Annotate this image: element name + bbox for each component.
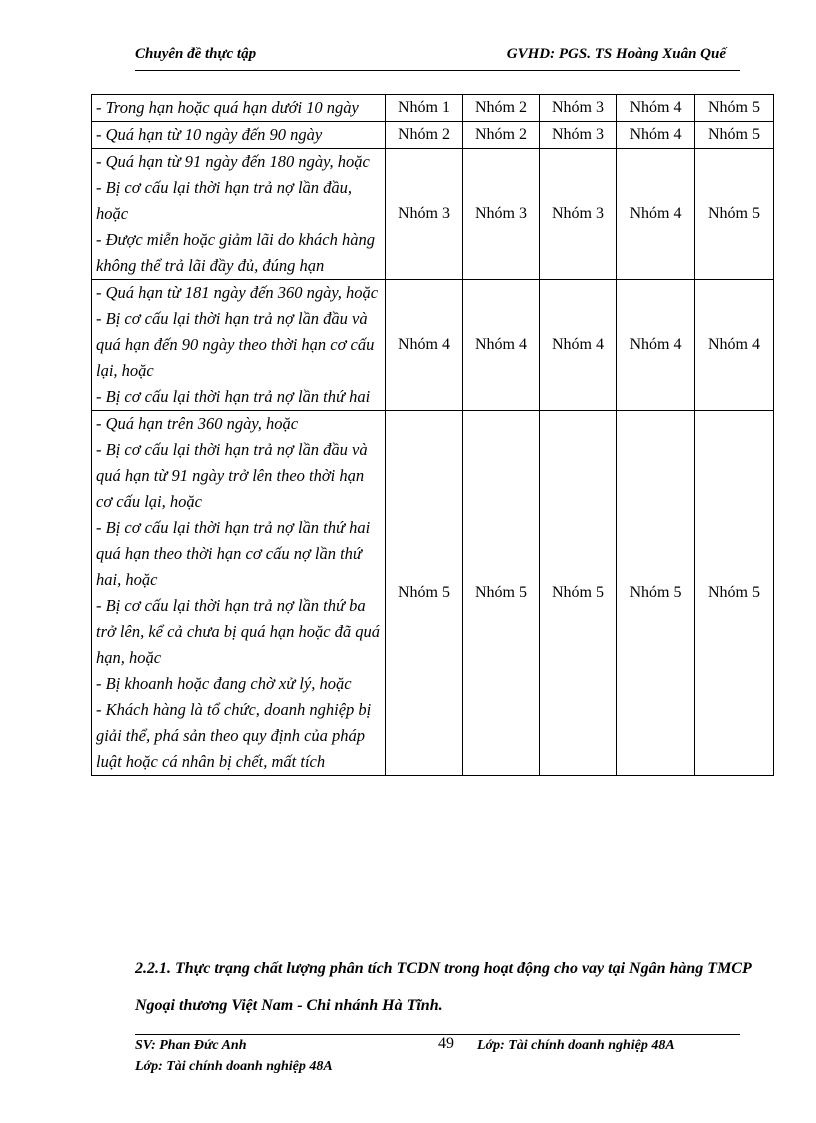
group-cell: Nhóm 5 xyxy=(695,122,774,149)
condition-line: - Bị cơ cấu lại thời hạn trả nợ lần đầu và quá hạn từ 91 ngày trở lên theo thời hạn cơ cấu lại, hoặc xyxy=(96,440,368,511)
header-supervisor: GVHD: PGS. TS Hoàng Xuân Quế xyxy=(506,46,726,62)
group-cell: Nhóm 4 xyxy=(617,122,695,149)
group-cell: Nhóm 3 xyxy=(463,149,540,280)
condition-line: - Bị cơ cấu lại thời hạn trả nợ lần thứ ba trở lên, kể cả chưa bị quá hạn hoặc đã quá hạn, hoặc xyxy=(96,596,381,667)
condition-line: - Bị cơ cấu lại thời hạn trả nợ lần đầu và quá hạn đến 90 ngày theo thời hạn cơ cấu lại, hoặc xyxy=(96,309,375,380)
page-number: 49 xyxy=(438,1035,454,1052)
condition-cell xyxy=(92,411,386,776)
condition-line: - Bị khoanh hoặc đang chờ xử lý, hoặc xyxy=(96,674,352,693)
table-row xyxy=(92,122,774,149)
table-row xyxy=(92,411,774,776)
condition-cell xyxy=(92,280,386,411)
table-row xyxy=(92,280,774,411)
condition-cell xyxy=(92,95,386,122)
group-cell: Nhóm 4 xyxy=(695,280,774,411)
condition-line: - Bị cơ cấu lại thời hạn trả nợ lần đầu, hoặc xyxy=(96,178,353,223)
group-cell: Nhóm 4 xyxy=(617,149,695,280)
group-cell: Nhóm 3 xyxy=(540,122,617,149)
condition-line: - Bị cơ cấu lại thời hạn trả nợ lần thứ hai quá hạn theo thời hạn cơ cấu nợ lần thứ hai, hoặc xyxy=(96,518,371,589)
group-cell: Nhóm 2 xyxy=(463,122,540,149)
condition-cell xyxy=(92,122,386,149)
condition-line: - Quá hạn từ 181 ngày đến 360 ngày, hoặc xyxy=(96,283,379,302)
condition-line: - Quá hạn từ 10 ngày đến 90 ngày xyxy=(96,125,323,144)
footer-class-left: Lớp: Tài chính doanh nghiệp 48A xyxy=(135,1059,333,1074)
group-cell: Nhóm 3 xyxy=(386,149,463,280)
group-cell: Nhóm 3 xyxy=(540,149,617,280)
group-cell: Nhóm 5 xyxy=(695,411,774,776)
section-title: 2.2.1. Thực trạng chất lượng phân tích TCDN trong hoạt động cho vay tại Ngân hàng TMCP Ngoại thương Việt Nam - Chi nhánh Hà Tĩnh. xyxy=(135,960,752,1014)
condition-line: - Bị cơ cấu lại thời hạn trả nợ lần thứ hai xyxy=(96,387,371,406)
group-cell: Nhóm 5 xyxy=(617,411,695,776)
table-row xyxy=(92,149,774,280)
condition-line: - Trong hạn hoặc quá hạn dưới 10 ngày xyxy=(96,98,359,117)
condition-line: - Quá hạn từ 91 ngày đến 180 ngày, hoặc xyxy=(96,152,370,171)
group-cell: Nhóm 5 xyxy=(386,411,463,776)
condition-line: - Được miễn hoặc giảm lãi do khách hàng không thể trả lãi đầy đủ, đúng hạn xyxy=(96,230,376,275)
group-cell: Nhóm 2 xyxy=(386,122,463,149)
group-cell: Nhóm 5 xyxy=(695,95,774,122)
condition-cell xyxy=(92,149,386,280)
footer-student: SV: Phan Đức Anh xyxy=(135,1038,247,1053)
group-cell: Nhóm 5 xyxy=(463,411,540,776)
group-cell: Nhóm 4 xyxy=(386,280,463,411)
group-cell: Nhóm 4 xyxy=(540,280,617,411)
table-row xyxy=(92,95,774,122)
footer-class-right: Lớp: Tài chính doanh nghiệp 48A xyxy=(477,1038,675,1053)
header-title: Chuyên đề thực tập xyxy=(135,46,257,62)
debt-classification-table xyxy=(91,94,774,776)
group-cell: Nhóm 3 xyxy=(540,95,617,122)
condition-line: - Khách hàng là tổ chức, doanh nghiệp bị giải thể, phá sản theo quy định của pháp luật hoặc cá nhân bị chết, mất tích xyxy=(96,700,372,771)
group-cell: Nhóm 1 xyxy=(386,95,463,122)
group-cell: Nhóm 4 xyxy=(463,280,540,411)
condition-line: - Quá hạn trên 360 ngày, hoặc xyxy=(96,414,299,433)
group-cell: Nhóm 5 xyxy=(695,149,774,280)
group-cell: Nhóm 2 xyxy=(463,95,540,122)
group-cell: Nhóm 4 xyxy=(617,280,695,411)
page-header xyxy=(135,44,740,71)
group-cell: Nhóm 4 xyxy=(617,95,695,122)
group-cell: Nhóm 5 xyxy=(540,411,617,776)
